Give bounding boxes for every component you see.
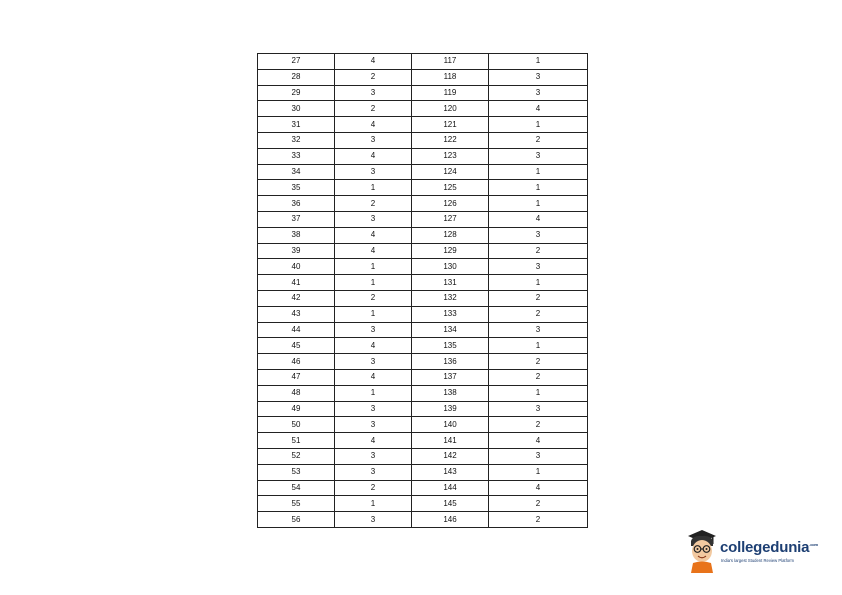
table-cell: 2 <box>489 132 588 148</box>
table-row <box>258 117 588 133</box>
table-row <box>258 227 588 243</box>
table-cell: 44 <box>258 322 335 338</box>
table-row <box>258 417 588 433</box>
table-cell: 2 <box>489 512 588 528</box>
table-cell: 3 <box>489 85 588 101</box>
table-cell: 29 <box>258 85 335 101</box>
table-cell: 138 <box>412 385 489 401</box>
table-cell: 47 <box>258 369 335 385</box>
table-cell: 4 <box>335 369 412 385</box>
table-cell: 4 <box>335 148 412 164</box>
table-row <box>258 448 588 464</box>
collegedunia-logo[interactable] <box>684 527 818 573</box>
table-row <box>258 132 588 148</box>
table-row <box>258 306 588 322</box>
table-cell: 4 <box>335 433 412 449</box>
table-cell: 3 <box>489 401 588 417</box>
table-row <box>258 512 588 528</box>
table-cell: 118 <box>412 69 489 85</box>
brand-suffix: .com <box>809 542 818 547</box>
table-cell: 4 <box>335 117 412 133</box>
table-row <box>258 401 588 417</box>
table-cell: 52 <box>258 448 335 464</box>
table-cell: 3 <box>335 85 412 101</box>
table-cell: 1 <box>489 338 588 354</box>
table-cell: 43 <box>258 306 335 322</box>
table-cell: 1 <box>489 117 588 133</box>
table-cell: 40 <box>258 259 335 275</box>
table-cell: 3 <box>489 448 588 464</box>
table-row <box>258 322 588 338</box>
table-cell: 2 <box>489 290 588 306</box>
table-cell: 1 <box>489 180 588 196</box>
table-cell: 41 <box>258 275 335 291</box>
table-row <box>258 180 588 196</box>
table-cell: 135 <box>412 338 489 354</box>
table-row <box>258 480 588 496</box>
table-cell: 2 <box>335 196 412 212</box>
table-cell: 2 <box>489 354 588 370</box>
table-row <box>258 196 588 212</box>
table-row <box>258 54 588 70</box>
table-cell: 54 <box>258 480 335 496</box>
table-cell: 3 <box>489 259 588 275</box>
table-cell: 3 <box>489 148 588 164</box>
table-cell: 46 <box>258 354 335 370</box>
table-cell: 131 <box>412 275 489 291</box>
table-cell: 33 <box>258 148 335 164</box>
table-cell: 3 <box>335 322 412 338</box>
table-cell: 3 <box>335 417 412 433</box>
table-cell: 145 <box>412 496 489 512</box>
table-row <box>258 338 588 354</box>
table-cell: 1 <box>335 275 412 291</box>
table-cell: 4 <box>489 101 588 117</box>
table-cell: 2 <box>335 480 412 496</box>
table-cell: 128 <box>412 227 489 243</box>
table-cell: 3 <box>489 322 588 338</box>
table-cell: 49 <box>258 401 335 417</box>
table-cell: 30 <box>258 101 335 117</box>
table-cell: 27 <box>258 54 335 70</box>
table-cell: 4 <box>335 54 412 70</box>
table-cell: 1 <box>489 385 588 401</box>
table-cell: 2 <box>489 243 588 259</box>
table-row <box>258 211 588 227</box>
table-cell: 1 <box>489 164 588 180</box>
table-cell: 1 <box>489 275 588 291</box>
table-row <box>258 433 588 449</box>
mascot-icon <box>684 527 720 573</box>
table-cell: 55 <box>258 496 335 512</box>
table-cell: 119 <box>412 85 489 101</box>
table-cell: 1 <box>335 385 412 401</box>
table-cell: 48 <box>258 385 335 401</box>
table-cell: 3 <box>335 354 412 370</box>
table-cell: 3 <box>335 464 412 480</box>
table-cell: 143 <box>412 464 489 480</box>
table-cell: 126 <box>412 196 489 212</box>
table-cell: 127 <box>412 211 489 227</box>
table-cell: 4 <box>489 480 588 496</box>
table-cell: 1 <box>489 196 588 212</box>
table-cell: 3 <box>335 512 412 528</box>
table-row <box>258 164 588 180</box>
table-cell: 140 <box>412 417 489 433</box>
table-cell: 34 <box>258 164 335 180</box>
table-row <box>258 148 588 164</box>
table-cell: 2 <box>489 369 588 385</box>
table-cell: 3 <box>335 164 412 180</box>
table-row <box>258 101 588 117</box>
table-cell: 2 <box>335 290 412 306</box>
table-row <box>258 259 588 275</box>
table-cell: 28 <box>258 69 335 85</box>
table-cell: 129 <box>412 243 489 259</box>
table-cell: 32 <box>258 132 335 148</box>
table-row <box>258 385 588 401</box>
table-cell: 37 <box>258 211 335 227</box>
table-row <box>258 243 588 259</box>
table-cell: 1 <box>335 180 412 196</box>
table-row <box>258 290 588 306</box>
table-cell: 2 <box>489 496 588 512</box>
table-row <box>258 464 588 480</box>
table-cell: 51 <box>258 433 335 449</box>
table-cell: 35 <box>258 180 335 196</box>
table-cell: 3 <box>335 132 412 148</box>
table-cell: 3 <box>335 211 412 227</box>
table-row <box>258 496 588 512</box>
table-cell: 134 <box>412 322 489 338</box>
table-cell: 4 <box>335 227 412 243</box>
table-row <box>258 85 588 101</box>
brand-name: collegedunia$^{.com}$ <box>720 539 818 556</box>
table-row <box>258 275 588 291</box>
table-row <box>258 354 588 370</box>
table-row <box>258 69 588 85</box>
table-cell: 144 <box>412 480 489 496</box>
table-cell: 146 <box>412 512 489 528</box>
brand-tagline: India's largest Student Review Platform <box>721 558 794 563</box>
table-cell: 50 <box>258 417 335 433</box>
table-cell: 1 <box>489 54 588 70</box>
table-cell: 2 <box>489 306 588 322</box>
table-cell: 45 <box>258 338 335 354</box>
table-cell: 121 <box>412 117 489 133</box>
table-cell: 4 <box>489 211 588 227</box>
table-cell: 142 <box>412 448 489 464</box>
table-cell: 125 <box>412 180 489 196</box>
table-cell: 136 <box>412 354 489 370</box>
table-cell: 2 <box>335 101 412 117</box>
table-cell: 122 <box>412 132 489 148</box>
table-cell: 39 <box>258 243 335 259</box>
table-cell: 36 <box>258 196 335 212</box>
answer-key-table <box>257 53 588 528</box>
table-cell: 1 <box>489 464 588 480</box>
table-cell: 4 <box>489 433 588 449</box>
table-cell: 1 <box>335 259 412 275</box>
table-cell: 2 <box>489 417 588 433</box>
table-cell: 123 <box>412 148 489 164</box>
table-cell: 42 <box>258 290 335 306</box>
table-cell: 117 <box>412 54 489 70</box>
table-cell: 31 <box>258 117 335 133</box>
table-cell: 130 <box>412 259 489 275</box>
table-cell: 2 <box>335 69 412 85</box>
table-cell: 1 <box>335 496 412 512</box>
table-cell: 3 <box>335 448 412 464</box>
table-cell: 120 <box>412 101 489 117</box>
table-cell: 3 <box>489 69 588 85</box>
table-cell: 56 <box>258 512 335 528</box>
table-cell: 3 <box>335 401 412 417</box>
table-cell: 4 <box>335 338 412 354</box>
table-cell: 133 <box>412 306 489 322</box>
table-cell: 4 <box>335 243 412 259</box>
table-cell: 38 <box>258 227 335 243</box>
table-cell: 124 <box>412 164 489 180</box>
table-cell: 3 <box>489 227 588 243</box>
table-cell: 141 <box>412 433 489 449</box>
table-cell: 137 <box>412 369 489 385</box>
table-cell: 53 <box>258 464 335 480</box>
table-cell: 139 <box>412 401 489 417</box>
table-row <box>258 369 588 385</box>
table-cell: 132 <box>412 290 489 306</box>
table-cell: 1 <box>335 306 412 322</box>
